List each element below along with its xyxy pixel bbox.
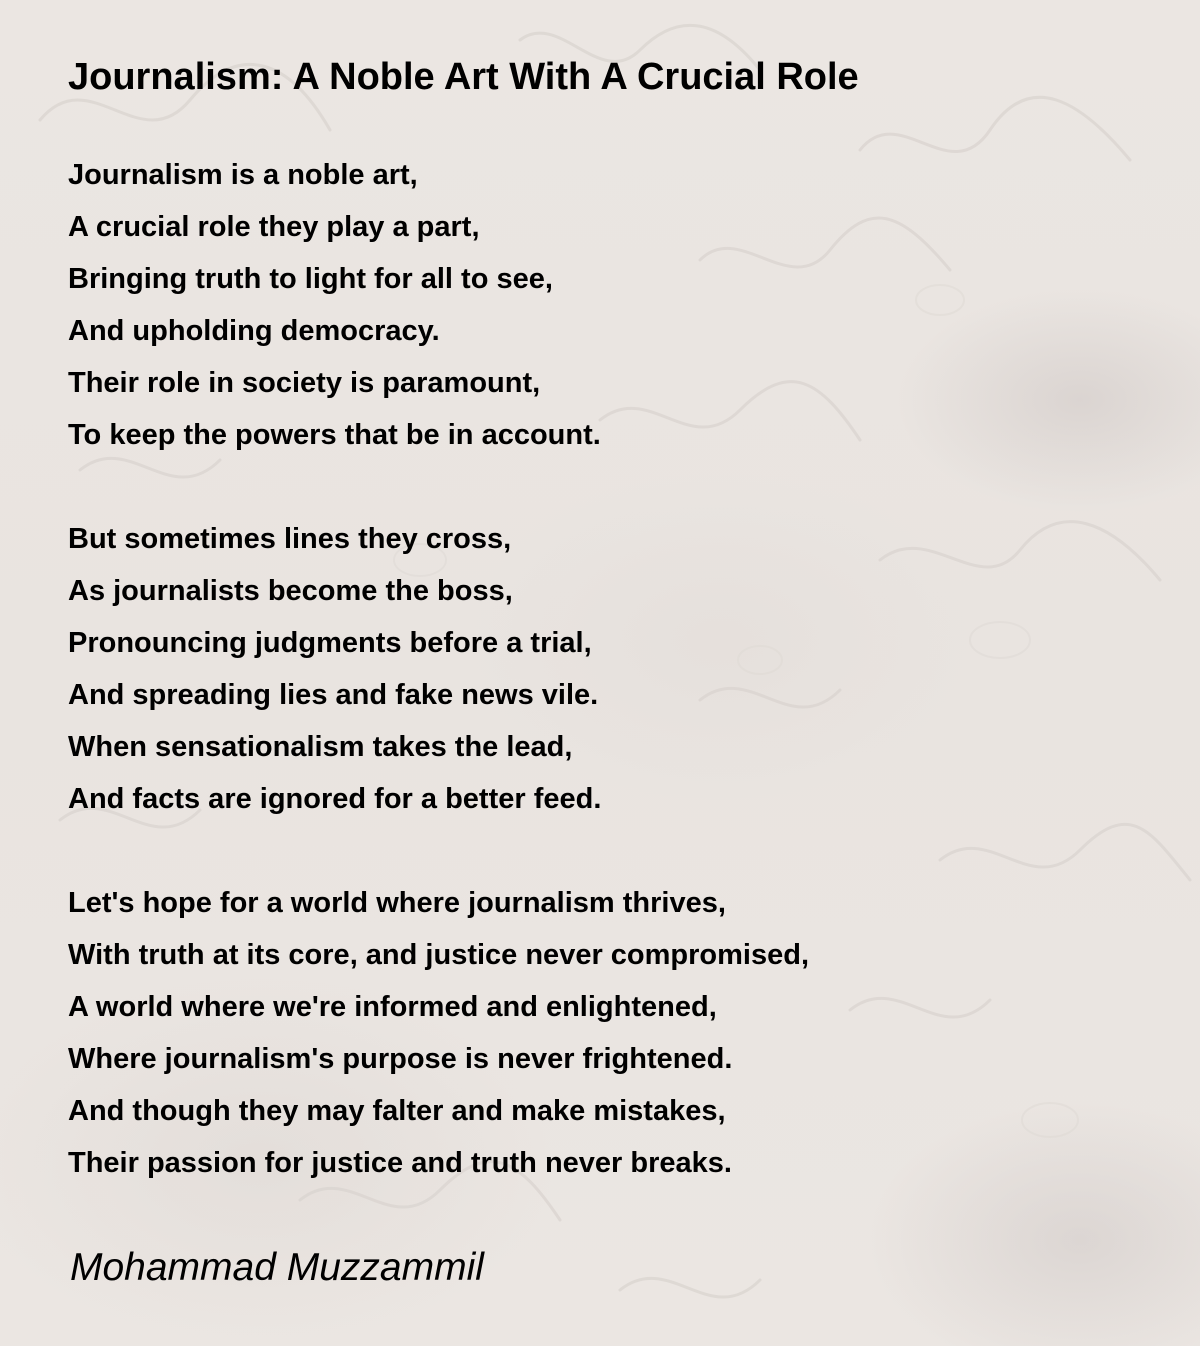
poem-line: Pronouncing judgments before a trial, — [68, 627, 592, 659]
poem-line: To keep the powers that be in account. — [68, 419, 601, 451]
poem-line: Journalism is a noble art, — [68, 159, 418, 191]
poem-line: As journalists become the boss, — [68, 575, 513, 607]
poem-line: When sensationalism takes the lead, — [68, 731, 573, 763]
poem-line: A world where we're informed and enlightened, — [68, 991, 717, 1023]
poem-line: With truth at its core, and justice never compromised, — [68, 939, 810, 971]
poem-line: A crucial role they play a part, — [68, 211, 480, 243]
stanza-2 — [68, 520, 809, 832]
poem-author: Mohammad Muzzammil — [70, 1246, 484, 1289]
poem-line: But sometimes lines they cross, — [68, 523, 512, 555]
poem-body — [68, 156, 809, 1248]
poem-line: Bringing truth to light for all to see, — [68, 263, 553, 295]
stanza-3 — [68, 884, 809, 1196]
poem-title: Journalism: A Noble Art With A Crucial Role — [68, 56, 859, 98]
poem-line: And facts are ignored for a better feed. — [68, 783, 602, 815]
stanza-1 — [68, 156, 809, 468]
poem-line: Their passion for justice and truth never breaks. — [68, 1147, 732, 1179]
poem-line: And spreading lies and fake news vile. — [68, 679, 599, 711]
poem-line: Let's hope for a world where journalism thrives, — [68, 887, 726, 919]
poem-line: And upholding democracy. — [68, 315, 440, 347]
poem-line: Where journalism's purpose is never frightened. — [68, 1043, 733, 1075]
poem-line: And though they may falter and make mistakes, — [68, 1095, 726, 1127]
poem-line: Their role in society is paramount, — [68, 367, 541, 399]
